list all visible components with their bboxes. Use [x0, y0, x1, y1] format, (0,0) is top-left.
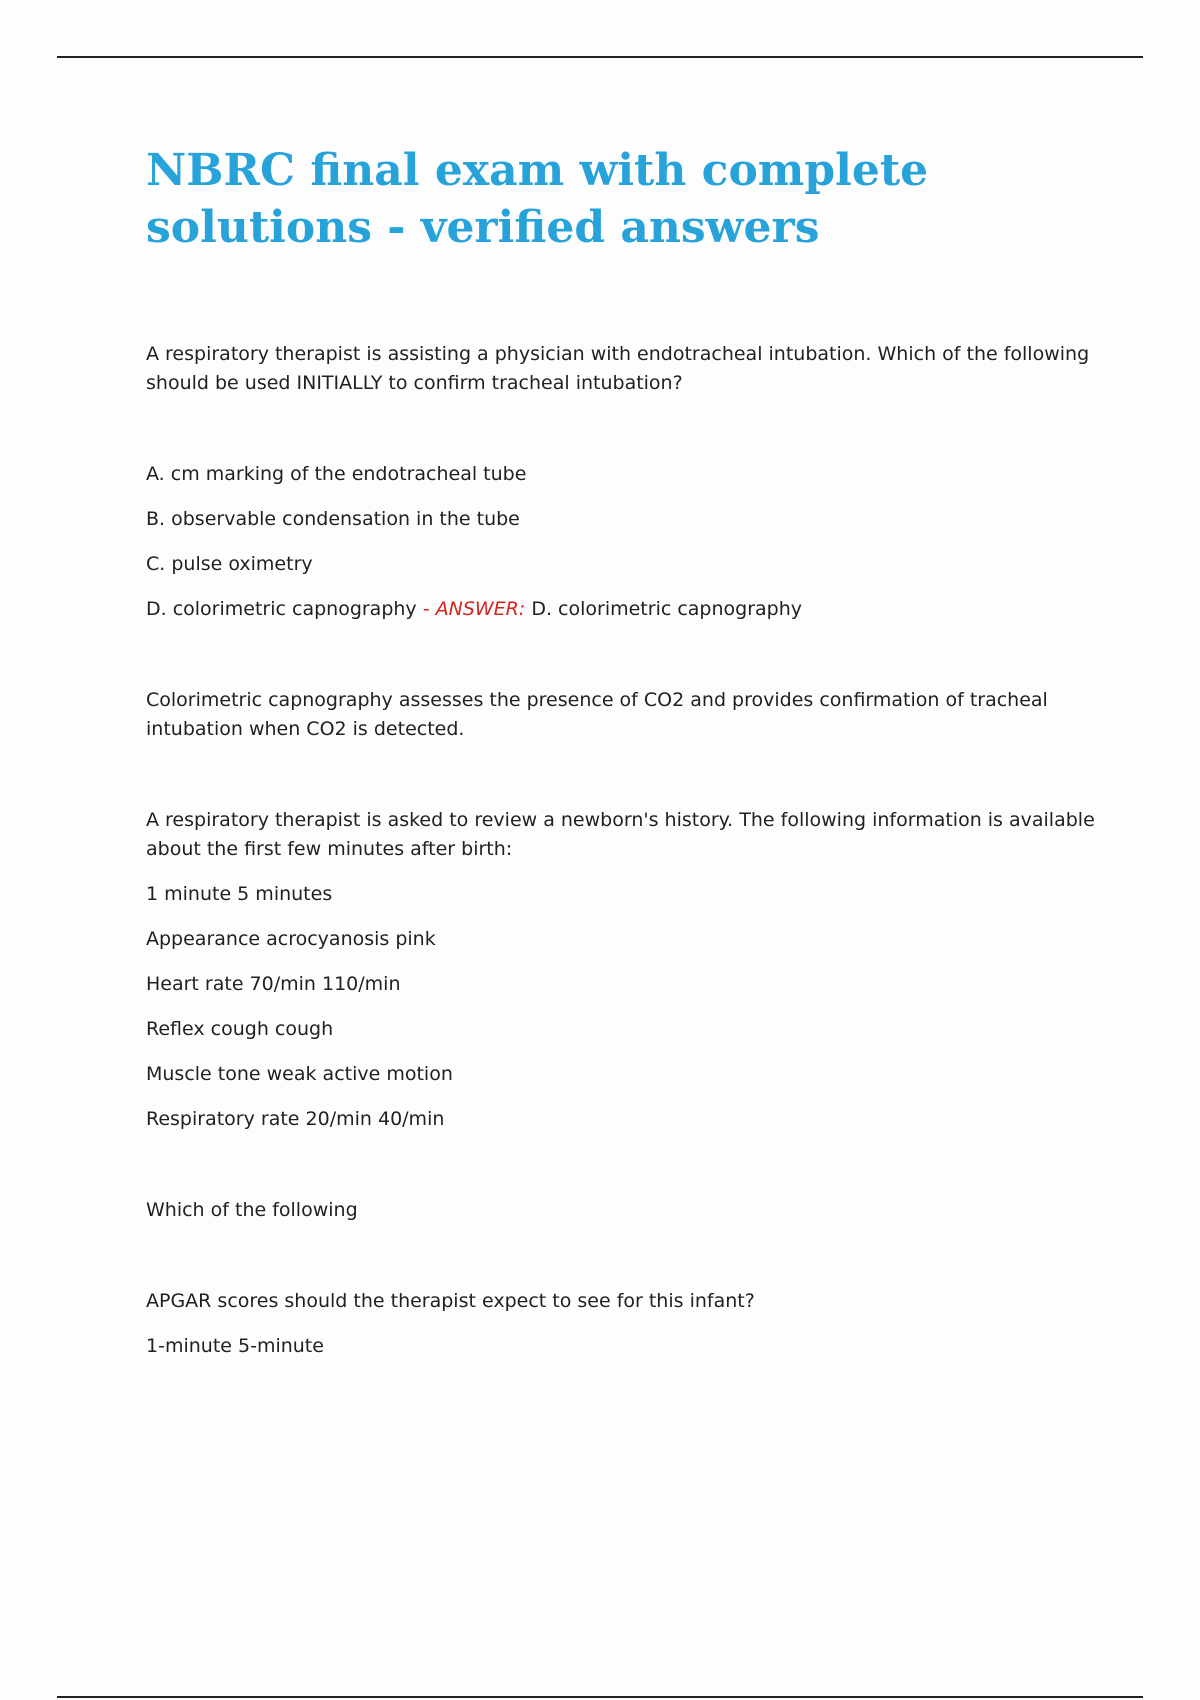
top-rule [57, 56, 1143, 58]
q2-row-appearance: Appearance acrocyanosis pink [146, 928, 436, 950]
q1-option-d-line [146, 595, 1106, 624]
document-title: NBRC final exam with complete solutions - verified answers [146, 145, 929, 253]
q1-question: A respiratory therapist is assisting a physician with endotracheal intubation. Which of the following should be used INITIALLY to confirm tracheal intubation? [146, 343, 1090, 394]
bottom-rule [57, 1696, 1143, 1698]
q2-intro: A respiratory therapist is asked to review a newborn's history. The following information is available about the first few minutes after birth: [146, 809, 1095, 860]
document-body [146, 142, 1106, 1361]
q1-option-c: C. pulse oximetry [146, 553, 313, 575]
q1-option-d: D. colorimetric capnography [146, 598, 417, 620]
answer-marker: - ANSWER: [416, 598, 526, 620]
q2-score-header: 1-minute 5-minute [146, 1335, 324, 1357]
q2-table-header: 1 minute 5 minutes [146, 883, 333, 905]
q1-option-a: A. cm marking of the endotracheal tube [146, 463, 527, 485]
q2-prompt-line1: Which of the following [146, 1199, 358, 1221]
q1-answer: D. colorimetric capnography [525, 598, 803, 620]
q2-row-respiratory-rate: Respiratory rate 20/min 40/min [146, 1108, 445, 1130]
q1-option-b: B. observable condensation in the tube [146, 508, 520, 530]
q2-prompt-line2: APGAR scores should the therapist expect to see for this infant? [146, 1290, 755, 1312]
q2-row-muscle-tone: Muscle tone weak active motion [146, 1063, 453, 1085]
q1-explanation: Colorimetric capnography assesses the presence of CO2 and provides confirmation of tracheal intubation when CO2 is detected. [146, 689, 1048, 740]
q2-row-heart-rate: Heart rate 70/min 110/min [146, 973, 401, 995]
q2-row-reflex: Reflex cough cough [146, 1018, 334, 1040]
